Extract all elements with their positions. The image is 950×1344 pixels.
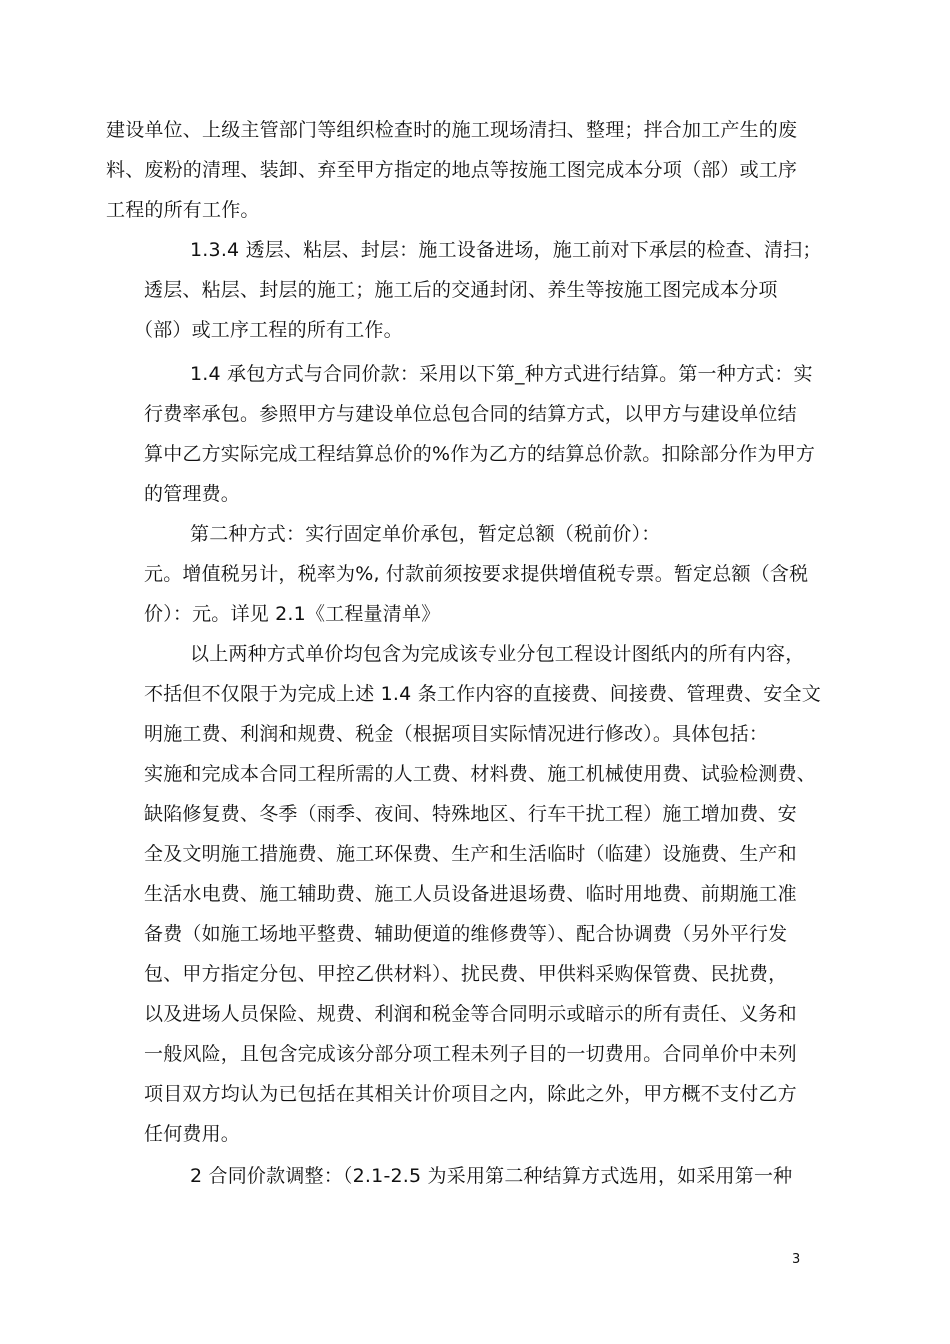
text-line-19: 全及文明施工措施费、施工环保费、生产和生活临时（临建）设施费、生产和 [144,843,797,865]
text-line-3: 工程的所有工作。 [106,199,260,221]
text-line-17: 实施和完成本合同工程所需的人工费、材料费、施工机械使用费、试验检测费、 [144,763,817,785]
text-line-13: 价）：元。详见 2.1《工程量清单》 [144,603,441,625]
text-line-7: 1.4 承包方式与合同价款：采用以下第_种方式进行结算。第一种方式：实 [190,363,813,385]
text-line-25: 项目双方均认为已包括在其相关计价项目之内，除此之外，甲方概不支付乙方 [144,1083,797,1105]
text-line-24: 一般风险，且包含完成该分部分项工程未列子目的一切费用。合同单价中未列 [144,1043,797,1065]
text-line-20: 生活水电费、施工辅助费、施工人员设备进退场费、临时用地费、前期施工准 [144,883,797,905]
text-line-18: 缺陷修复费、冬季（雨季、夜间、特殊地区、行车干扰工程）施工增加费、安 [144,803,797,825]
text-line-23: 以及进场人员保险、规费、利润和税金等合同明示或暗示的所有责任、义务和 [144,1003,797,1025]
text-line-8: 行费率承包。参照甲方与建设单位总包合同的结算方式，以甲方与建设单位结 [144,403,797,425]
text-line-5: 透层、粘层、封层的施工；施工后的交通封闭、养生等按施工图完成本分项 [144,279,778,301]
text-line-2: 料、废粉的清理、装卸、弃至甲方指定的地点等按施工图完成本分项（部）或工序 [106,159,798,181]
text-line-10: 的管理费。 [144,483,241,505]
text-line-11: 第二种方式：实行固定单价承包，暂定总额（税前价）： [190,523,661,545]
page-number: 3 [792,1252,801,1267]
text-line-4: 1.3.4 透层、粘层、封层：施工设备进场，施工前对下承层的检查、清扫； [190,239,822,261]
text-line-15: 不括但不仅限于为完成上述 1.4 条工作内容的直接费、间接费、管理费、安全文 [144,683,821,705]
text-line-16: 明施工费、利润和规费、税金（根据项目实际情况进行修改）。具体包括： [144,723,769,745]
text-line-27: 2 合同价款调整：（2.1-2.5 为采用第二种结算方式选用，如采用第一种 [190,1165,793,1187]
text-line-14: 以上两种方式单价均包含为完成该专业分包工程设计图纸内的所有内容， [190,643,805,665]
text-line-6: （部）或工序工程的所有工作。 [134,319,403,341]
text-line-9: 算中乙方实际完成工程结算总价的%作为乙方的结算总价款。扣除部分作为甲方 [144,443,816,465]
text-line-22: 包、甲方指定分包、甲控乙供材料）、扰民费、甲供料采购保管费、民扰费， [144,963,788,985]
text-line-21: 备费（如施工场地平整费、辅助便道的维修费等）、配合协调费（另外平行发 [144,923,788,945]
text-line-1: 建设单位、上级主管部门等组织检查时的施工现场清扫、整理；拌合加工产生的废 [106,119,798,141]
text-line-26: 任何费用。 [144,1123,241,1145]
text-line-12: 元。增值税另计，税率为%, 付款前须按要求提供增值税专票。暂定总额（含税 [144,563,809,585]
